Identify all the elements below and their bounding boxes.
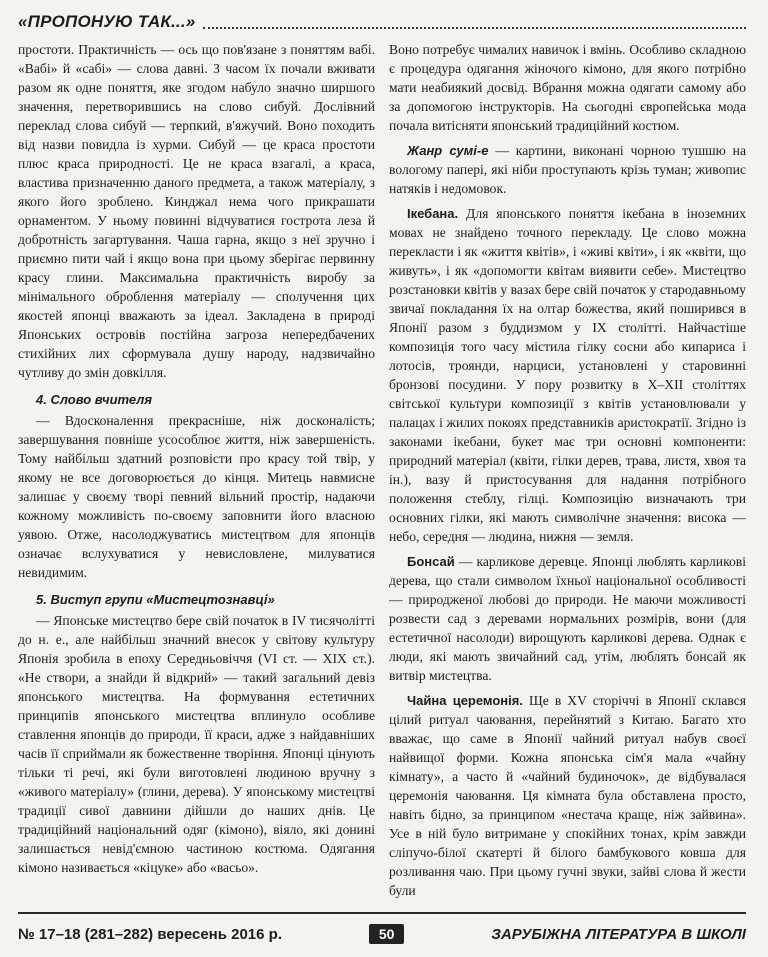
paragraph-japanese-art: — Японське мистецтво бере свій початок в IV тисячолітті до н. е., але найбільш значний внесок у світову культуру Японія зробила в епоху Середньовіччя (VI ст. — XIX ст.). «Не створи, а знайди й відкрий» — такий загальний девіз японського мистецтва. На формування естетичних принципів японського мистецтва вплинуло особливе ставлення японців до природи, її краси, адже з найдавніших часів її сприймали як божественне творіння. Японці цінують тільки ті речі, які були виготовлені людиною вручну з «живого матеріалу» (глини, дерева). У японському мистецтві традиції сивої давнини дійшли до наших днів. Це традиційний національний одяг (кімоно), віяло, які донині залишається невід'ємною частиною костюма. Одягання кімоно називається «кіцуке» або «васьо».	[18, 613, 375, 875]
right-column	[389, 40, 746, 902]
section-title: «ПРОПОНУЮ ТАК...»	[18, 12, 196, 31]
page-header	[18, 10, 746, 34]
issue-info: № 17–18 (281–282) вересень 2016 р.	[18, 925, 282, 943]
page-footer	[18, 920, 746, 948]
term-sumie: Жанр сумі-е	[407, 143, 489, 158]
left-column	[18, 40, 375, 902]
term-ikebana: Ікебана.	[407, 206, 459, 221]
term-tea-ceremony: Чайна церемонія.	[407, 693, 523, 708]
paragraph-sumie: Жанр сумі-е — картини, виконані чорною тушшю на вологому папері, які ніби проступають крізь туман; живопис натяків і недомовок.	[389, 143, 746, 196]
page-number: 50	[369, 924, 405, 944]
journal-title: ЗАРУБІЖНА ЛІТЕРАТУРА В ШКОЛІ	[491, 925, 746, 943]
term-bonsai: Бонсай	[407, 554, 455, 569]
paragraph-ikebana: Ікебана. Для японського поняття ікебана в іноземних мовах не знайдено точного перекладу. Це слово можна перекласти і як «життя квітів», і «живі квіти», і як «квіти, що живуть», і як «допомогти квітам виявити себе». Мистецтво розстановки квітів у вазах бере свій початок у стародавньому звичаї покладання їх на олтар божества, який поширився в Японії разом з буддизмом у IX столітті. Найчастіше композиція того часу містила гілку сосни або кипариса і лотосів, троянди, нарциси, установлені у старовинні бронзові посудини. У пору розвитку в X–XII століттях світської культури композиції з квітів установлювали у палацах і жилих покоях представників аристократії. Згідно із законами ікебани, букет має три основні компоненти: природний матеріал (квіти, гілки дерев, трава, листя, хвоя та ін.), вазу й пристосування для надання потрібного положення стеблу, гілці. Композицію визначають три основних гілки, які мають символічне значення: висока — небо, середня — людина, нижня — земля.	[389, 206, 746, 544]
heading-teacher-word: 4. Слово вчителя	[36, 392, 153, 407]
article-columns	[18, 40, 746, 902]
paragraph-tea-ceremony: Чайна церемонія. Ще в XV сторіччі в Японії склався цілий ритуал чаювання, перейнятий з Китаю. Багато хто вважає, що саме в Японії чайний ритуал набув своєї найвищої форми. Кожна японська сім'я мала «чайну кімнату», а часто й «чайний будиночок», де відбувалася церемонія чаювання. Ця кімната була обставлена просто, навіть бідно, за принципом «нестача краще, ніж зайвина». Усе в ній було витримане у спокійних тонах, крім завжди сліпучо-білої скатерті й білого бамбукового ковша для розливання чаю. При цьому гучні звуки, зайві слова й жести були	[389, 693, 746, 898]
paragraph-kimono: Воно потребує чималих навичок і вмінь. Особливо складною є процедура одягання жіночого кімоно, для якого потрібно мати неабиякий досвід. Вбрання можна одягати самому або за допомогою інструкторів. На сьогодні європейська мода почала витісняти японський традиційний костюм.	[389, 42, 746, 133]
footer-rule	[18, 912, 746, 914]
heading-art-experts: 5. Виступ групи «Мистецтознавці»	[36, 592, 275, 607]
paragraph-teacher-word: — Вдосконалення прекрасніше, ніж досконалість; завершування повніше усособлює життя, ніж завершеність. Тому найбільш здатний розповісти про красу той твір, у якому не все договорюється до кінця. Митець навмисне залишає у своєму творі певний вільний простір, надаючи кожному можливість по-своєму заповнити його власною уявою. Отже, насолоджуватись мистецтвом для японців означає вслухуватися у невисловлене, милуватися невидимим.	[18, 413, 375, 580]
header-dotted-rule	[203, 15, 746, 29]
paragraph-bonsai: Бонсай — карликове деревце. Японці люблять карликові дерева, що стали символом їхньої національної особливості — природженої любові до природи. Не маючи можливості розвести сад з деревами нормальних розмірів, вони (для естетичної насолоди) вирощують карликові дерева. Однак є люди, які мають звичайний сад, утім, люблять бонсай як витвір мистецтва.	[389, 554, 746, 683]
paragraph-sibui: простоти. Практичність — ось що пов'язане з поняттям вабі. «Вабі» й «сабі» — слова давні. З часом їх почали вживати разом як одне поняття, яке згодом набуло значно ширшого значення, перетворившись на слово сибуй. Дослівний переклад слова сибуй — терпкий, в'яжучий. Воно походить від назви повидла із хурми. Сибуй — це краса простоти плюс краса природності. Це не краса взагалі, а краса, властива призначенню даного предмета, а також матеріалу, з якого його зроблено. Кинджал нема чого прикрашати орнаментом. У ньому повинні відчуватися гострота леза й добротність загартування. Чаша гарна, якщо з неї зручно і приємно пити чай і якщо вона при цьому зберігає первинну красу глини. Максимальна практичність виробу за мінімального оброблення матеріалу — сполучення цих якостей японці вважають за ідеал. Закладена в природі Японських островів постійна загроза непередбачених стихійних лих сформувала душу народу, надзвичайно чутливу до змін довкілля.	[18, 42, 375, 380]
